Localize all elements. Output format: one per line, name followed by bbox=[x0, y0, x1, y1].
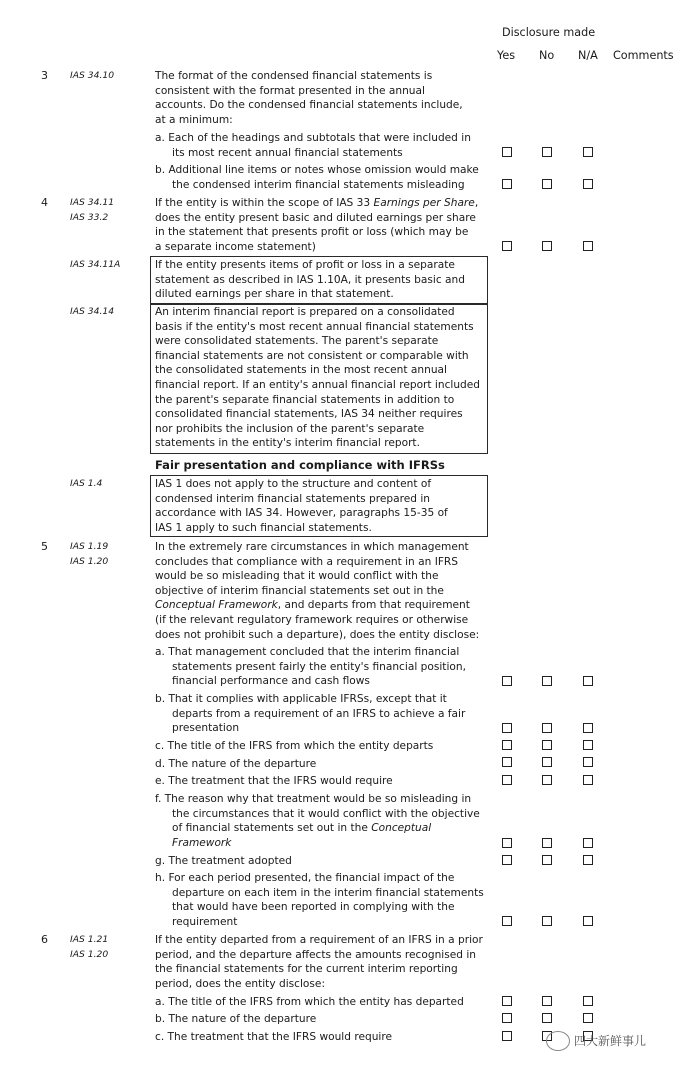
checkbox-no[interactable] bbox=[542, 775, 552, 785]
checkbox-no[interactable] bbox=[542, 855, 552, 865]
checkbox-na[interactable] bbox=[583, 855, 593, 865]
standard-reference: IAS 34.10 bbox=[70, 70, 115, 81]
checkbox-yes[interactable] bbox=[502, 916, 512, 926]
standard-reference: IAS 1.19 IAS 1.20 bbox=[70, 541, 109, 567]
question-text: In the extremely rare circumstances in which management concludes that compliance with a requirement in an IFRS would be so misleading that it would conflict with the objective of interim financial statements set out in the Conceptual Framework, and departs from that requirement (if the relevant regulatory framework requires or otherwise does not prohibit such a departure), does the entity disclose: bbox=[155, 541, 480, 641]
question-text: If the entity is within the scope of IAS 33 Earnings per Share, does the entity present basic and diluted earnings per share in the statement that presents profit or loss (which may be a separate income statement) bbox=[155, 197, 479, 253]
checkbox-yes[interactable] bbox=[502, 757, 512, 767]
col-yes-header: Yes bbox=[497, 49, 516, 62]
checkbox-yes[interactable] bbox=[502, 1013, 512, 1023]
sub-question-c: c. The treatment that the IFRS would require bbox=[155, 1031, 393, 1043]
standard-reference: IAS 1.4 bbox=[70, 478, 103, 489]
checkbox-na[interactable] bbox=[583, 916, 593, 926]
checkbox-yes[interactable] bbox=[502, 855, 512, 865]
col-na-header: N/A bbox=[578, 49, 598, 62]
checkbox-na[interactable] bbox=[583, 775, 593, 785]
checkbox-no[interactable] bbox=[542, 147, 552, 157]
checkbox-yes[interactable] bbox=[502, 740, 512, 750]
sub-question-d: d. The nature of the departure bbox=[155, 758, 317, 770]
checkbox-na[interactable] bbox=[583, 1013, 593, 1023]
guidance-text: IAS 1 does not apply to the structure and content of condensed interim financial statements prepared in accordance with IAS 34. However, paragraphs 15-35 of IAS 1 apply to such financial statements. bbox=[155, 478, 448, 534]
checkbox-yes[interactable] bbox=[502, 996, 512, 1006]
checkbox-na[interactable] bbox=[583, 757, 593, 767]
checkbox-na[interactable] bbox=[583, 996, 593, 1006]
standard-reference: IAS 34.11A bbox=[70, 259, 121, 270]
sub-question-h: h. For each period presented, the financial impact of the departure on each item in the interim financial statements that would have been reported in complying with the requirement bbox=[155, 872, 484, 928]
question-text: The format of the condensed financial statements is consistent with the format presented in the annual accounts. Do the condensed financial statements include, at a minimum: bbox=[155, 70, 463, 126]
checkbox-yes[interactable] bbox=[502, 1031, 512, 1041]
checkbox-na[interactable] bbox=[583, 676, 593, 686]
sub-question-a: a. The title of the IFRS from which the entity has departed bbox=[155, 996, 464, 1008]
checkbox-na[interactable] bbox=[583, 179, 593, 189]
checkbox-na[interactable] bbox=[583, 723, 593, 733]
checkbox-no[interactable] bbox=[542, 757, 552, 767]
standard-reference: IAS 34.14 bbox=[70, 306, 115, 317]
guidance-text: If the entity presents items of profit or loss in a separate statement as described in IAS 1.10A, it presents basic and diluted earnings per share in that statement. bbox=[155, 259, 465, 301]
standard-reference: IAS 1.21 IAS 1.20 bbox=[70, 934, 109, 960]
item-number: 4 bbox=[41, 196, 48, 209]
checkbox-no[interactable] bbox=[542, 916, 552, 926]
wechat-icon bbox=[546, 1031, 570, 1051]
sub-question-a: a. That management concluded that the interim financial statements present fairly the entity's financial position, financial performance and cash flows bbox=[155, 646, 466, 688]
checkbox-na[interactable] bbox=[583, 147, 593, 157]
col-comments-header: Comments bbox=[613, 49, 674, 62]
checkbox-na[interactable] bbox=[583, 241, 593, 251]
item-number: 3 bbox=[41, 69, 48, 82]
checkbox-na[interactable] bbox=[583, 838, 593, 848]
guidance-text: An interim financial report is prepared on a consolidated basis if the entity's most recent annual financial statements were consolidated statements. The parent's separate financial statements are not consistent or comparable with the consolidated statements in the most recent annual financial report. If an entity's annual financial report included the parent's separate financial statements in addition to consolidated financial statements, IAS 34 neither requires nor prohibits the inclusion of the parent's separate statements in the entity's interim financial report. bbox=[155, 306, 481, 450]
sub-question-b: b. That it complies with applicable IFRSs, except that it departs from a requirement of an IFRS to achieve a fair presentation bbox=[155, 693, 466, 735]
sub-question-c: c. The title of the IFRS from which the entity departs bbox=[155, 740, 434, 752]
sub-question-f: f. The reason why that treatment would be so misleading in the circumstances that it would conflict with the objective of financial statements set out in the Conceptual Framework bbox=[155, 793, 480, 849]
checkbox-yes[interactable] bbox=[502, 838, 512, 848]
checkbox-no[interactable] bbox=[542, 996, 552, 1006]
item-number: 5 bbox=[41, 540, 48, 553]
disclosure-made-header: Disclosure made bbox=[502, 26, 596, 39]
checkbox-no[interactable] bbox=[542, 241, 552, 251]
question-text: If the entity departed from a requirement of an IFRS in a prior period, and the departure affects the amounts recognised in the financial statements for the current interim reporting period, does the entity disclose: bbox=[155, 934, 483, 990]
checkbox-no[interactable] bbox=[542, 179, 552, 189]
sub-question-e: e. The treatment that the IFRS would require bbox=[155, 775, 393, 787]
checkbox-no[interactable] bbox=[542, 1013, 552, 1023]
checkbox-yes[interactable] bbox=[502, 241, 512, 251]
checkbox-yes[interactable] bbox=[502, 147, 512, 157]
item-number: 6 bbox=[41, 933, 48, 946]
checkbox-no[interactable] bbox=[542, 838, 552, 848]
sub-question-b: b. The nature of the departure bbox=[155, 1013, 317, 1025]
standard-reference: IAS 34.11 IAS 33.2 bbox=[70, 197, 115, 223]
checkbox-no[interactable] bbox=[542, 740, 552, 750]
checkbox-yes[interactable] bbox=[502, 179, 512, 189]
watermark-text: 四大新鲜事儿 bbox=[574, 1034, 647, 1048]
checkbox-no[interactable] bbox=[542, 723, 552, 733]
checkbox-yes[interactable] bbox=[502, 676, 512, 686]
sub-question-a: a. Each of the headings and subtotals that were included in its most recent annual financial statements bbox=[155, 132, 471, 159]
col-no-header: No bbox=[539, 49, 555, 62]
checkbox-na[interactable] bbox=[583, 740, 593, 750]
checkbox-no[interactable] bbox=[542, 676, 552, 686]
checkbox-yes[interactable] bbox=[502, 775, 512, 785]
sub-question-g: g. The treatment adopted bbox=[155, 855, 292, 867]
checkbox-yes[interactable] bbox=[502, 723, 512, 733]
sub-question-b: b. Additional line items or notes whose omission would make the condensed interim financial statements misleading bbox=[155, 164, 479, 191]
section-heading: Fair presentation and compliance with IFRSs bbox=[155, 458, 445, 472]
